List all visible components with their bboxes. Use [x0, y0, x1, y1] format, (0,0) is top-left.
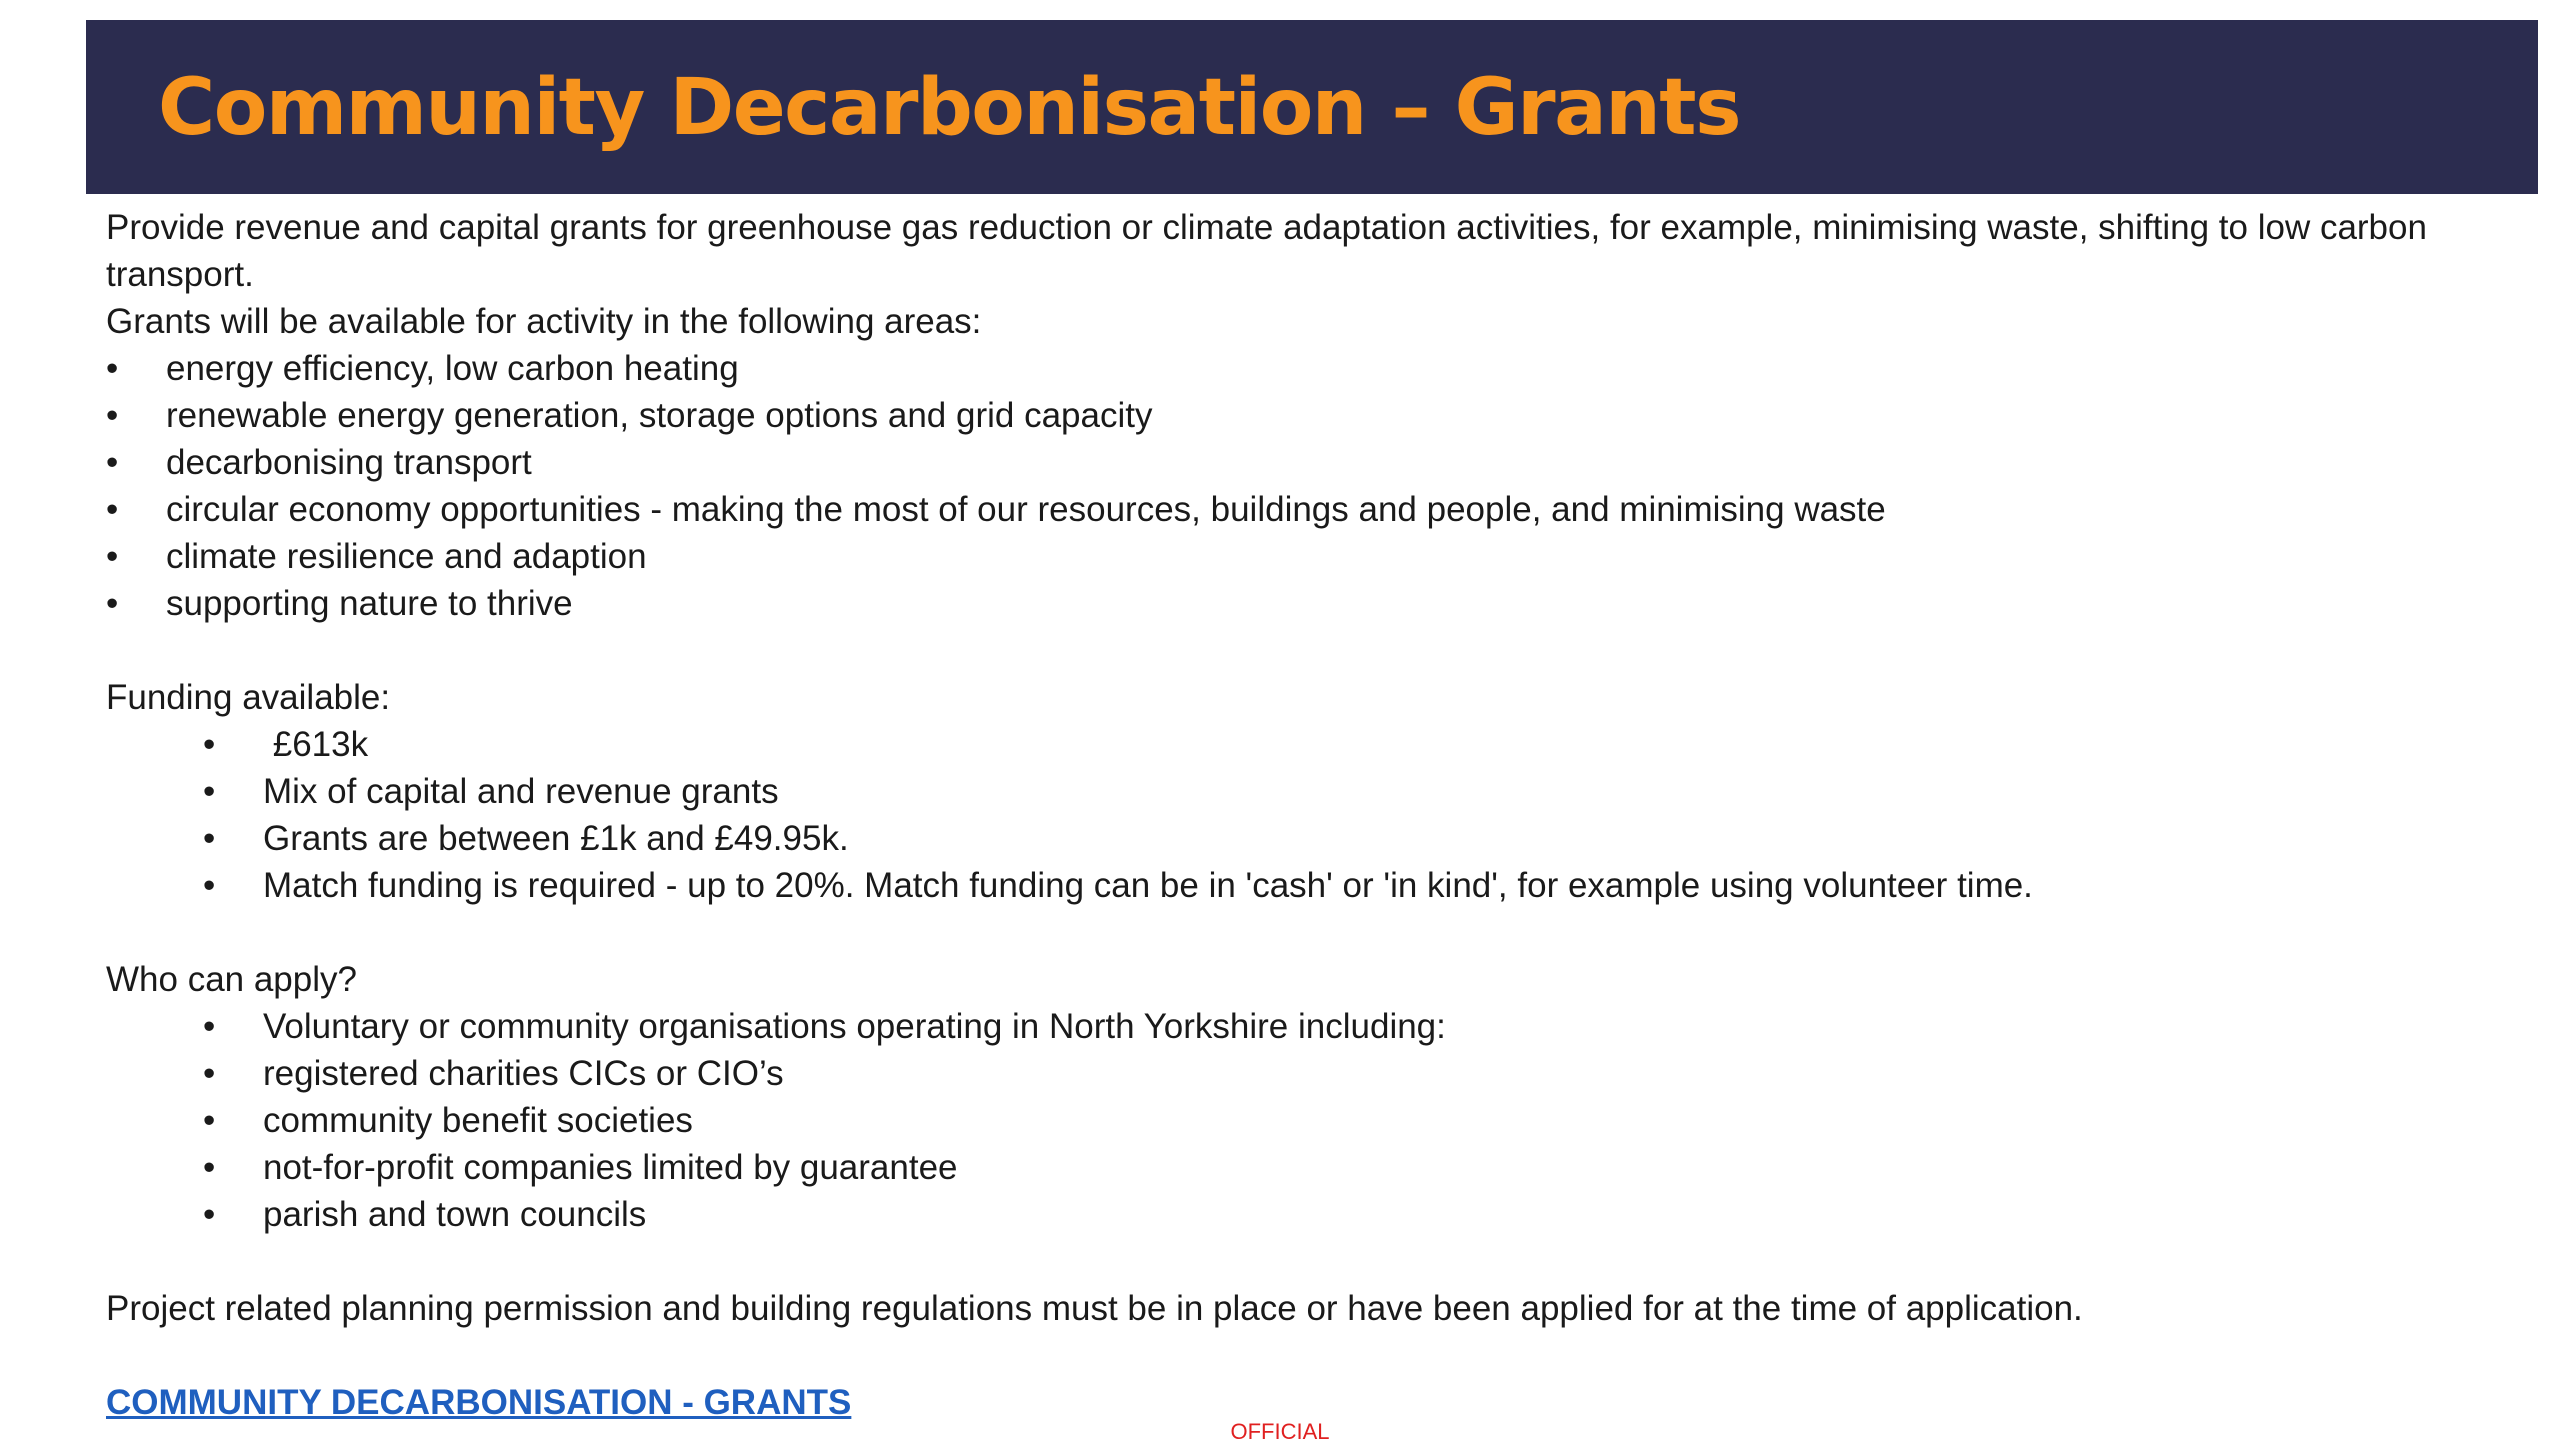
list-item: • Grants are between £1k and £49.95k.	[203, 815, 2506, 862]
title-bar	[86, 20, 2538, 194]
list-item: • £613k	[203, 721, 2506, 768]
intro-text: Provide revenue and capital grants for greenhouse gas reduction or climate adaptation activities, for example, minimising waste, shifting to low carbon transport.	[106, 208, 2427, 294]
slide-title: Community Decarbonisation – Grants	[158, 63, 1741, 153]
list-item: • community benefit societies	[203, 1097, 2506, 1144]
list-item: • energy efficiency, low carbon heating	[106, 345, 2506, 392]
list-item: • parish and town councils	[203, 1191, 2506, 1238]
list-item: • not-for-profit companies limited by guarantee	[203, 1144, 2506, 1191]
areas-heading: Grants will be available for activity in the following areas:	[106, 302, 982, 341]
spacer	[106, 627, 2506, 674]
spacer	[106, 909, 2506, 956]
list-item: • Voluntary or community organisations operating in North Yorkshire including:	[203, 1003, 2506, 1050]
apply-heading: Who can apply?	[106, 960, 357, 999]
list-item: • registered charities CICs or CIO’s	[203, 1050, 2506, 1097]
spacer	[106, 1332, 2506, 1379]
list-item: • renewable energy generation, storage options and grid capacity	[106, 392, 2506, 439]
classification-label: OFFICIAL	[1230, 1419, 1330, 1444]
slide-content	[106, 204, 2506, 1426]
funding-list	[106, 721, 2506, 909]
list-item: • circular economy opportunities - making the most of our resources, buildings and people, and minimising waste	[106, 486, 2506, 533]
areas-list	[106, 345, 2506, 627]
planning-note: Project related planning permission and building regulations must be in place or have been applied for at the time of application.	[106, 1289, 2083, 1328]
funding-heading: Funding available:	[106, 678, 391, 717]
grants-link[interactable]: COMMUNITY DECARBONISATION - GRANTS	[106, 1383, 852, 1422]
list-item: • Mix of capital and revenue grants	[203, 768, 2506, 815]
list-item: • decarbonising transport	[106, 439, 2506, 486]
spacer	[106, 1238, 2506, 1285]
apply-list	[106, 1003, 2506, 1238]
list-item: • climate resilience and adaption	[106, 533, 2506, 580]
list-item: • supporting nature to thrive	[106, 580, 2506, 627]
list-item: • Match funding is required - up to 20%. Match funding can be in 'cash' or 'in kind', for example using volunteer time.	[203, 862, 2506, 909]
